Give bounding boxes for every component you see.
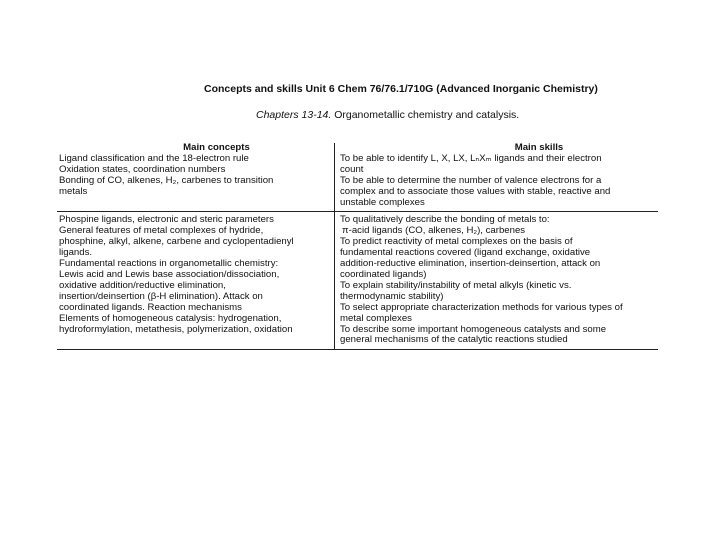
skill-line: metal complexes [340,312,412,324]
concepts-cell-2 [57,212,334,349]
skill-line: To explain stability/instability of metal alkyls (kinetic vs. [340,279,572,291]
skills-column-header: Main skills [514,142,564,153]
document-title: Concepts and skills Unit 6 Chem 76/76.1/710G (Advanced Inorganic Chemistry) [204,83,598,95]
skill-line: thermodynamic stability) [340,290,444,302]
concept-line: coordinated ligands. Reaction mechanisms [59,301,242,313]
subtitle-topic: Organometallic chemistry and catalysis. [331,109,520,121]
skill-line: count [340,163,364,175]
concept-line: ligands. [59,247,93,259]
concept-line: Oxidation states, coordination numbers [59,163,226,175]
skill-line: To qualitatively describe the bonding of metals to: [340,214,550,226]
concept-line: Ligand classification and the 18-electron rule [59,152,249,164]
concepts-skills-table [57,143,658,350]
concept-line: phosphine, alkyl, alkene, carbene and cyclopentadienyl [59,236,294,248]
skill-line: To select appropriate characterization methods for various types of [340,301,623,313]
concepts-column-header: Main concepts [183,142,250,153]
skill-line: coordinated ligands) [340,268,427,280]
concept-line: insertion/deinsertion (β-H elimination). Attack on [59,290,263,302]
concept-line: General features of metal complexes of hydride, [59,225,264,237]
skills-cell-1 [334,143,658,211]
concept-line: metals [59,185,88,197]
concept-line: Phospine ligands, electronic and steric parameters [59,214,274,226]
skill-line: unstable complexes [340,196,425,208]
skill-line: To predict reactivity of metal complexes on the basis of [340,236,573,248]
skill-line: general mechanisms of the catalytic reactions studied [340,334,568,346]
table-row-1 [57,143,658,211]
skill-line: complex and to associate those values with stable, reactive and [340,185,611,197]
skill-line: To describe some important homogeneous catalysts and some [340,323,607,335]
concept-line: Bonding of CO, alkenes, H₂, carbenes to transition [59,174,274,186]
concept-line: oxidative addition/reductive elimination, [59,279,226,291]
skill-line: fundamental reactions covered (ligand exchange, oxidative [340,247,591,259]
concept-line: Elements of homogeneous catalysis: hydrogenation, [59,312,282,324]
skill-line: To be able to identify L, X, LX, LₙXₘ ligands and their electron [340,152,602,164]
concepts-cell-1 [57,143,334,211]
skill-line: π-acid ligands (CO, alkenes, H₂), carbenes [342,225,526,237]
concept-line: Lewis acid and Lewis base association/dissociation, [59,268,280,280]
concept-line: Fundamental reactions in organometallic chemistry: [59,258,279,270]
skill-line: To be able to determine the number of valence electrons for a [340,174,602,186]
document-subtitle [256,109,519,121]
subtitle-chapters: Chapters 13-14. [256,109,332,121]
skills-cell-2 [334,212,658,349]
skill-line: addition-reductive elimination, insertion-deinsertion, attack on [340,258,601,270]
concept-line: hydroformylation, metathesis, polymerization, oxidation [59,323,293,335]
table-row-2 [57,211,658,350]
